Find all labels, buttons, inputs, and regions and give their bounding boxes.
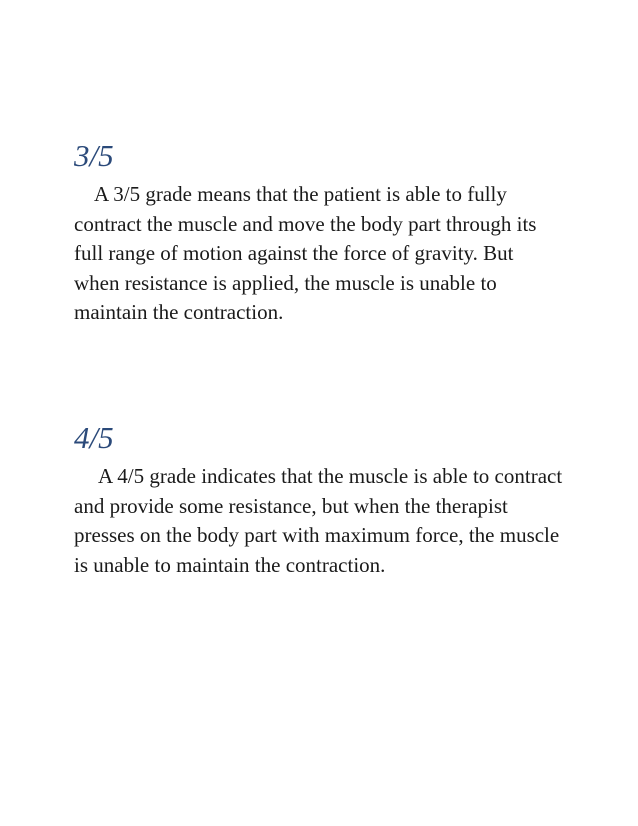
grade-3-section — [74, 136, 574, 328]
grade-4-section — [74, 418, 574, 580]
grade-4-heading: 4/5 — [74, 420, 114, 455]
grade-4-description: A 4/5 grade indicates that the muscle is able to contract and provide some resistance, but when the therapist presses on the body part with maximum force, the muscle is unable to maintain the contraction. — [74, 464, 563, 577]
grade-3-heading: 3/5 — [74, 138, 114, 173]
grade-3-description: A 3/5 grade means that the patient is able to fully contract the muscle and move the body part through its full range of motion against the force of gravity. But when resistance is applied, the muscle is unable to maintain the contraction. — [74, 182, 537, 324]
